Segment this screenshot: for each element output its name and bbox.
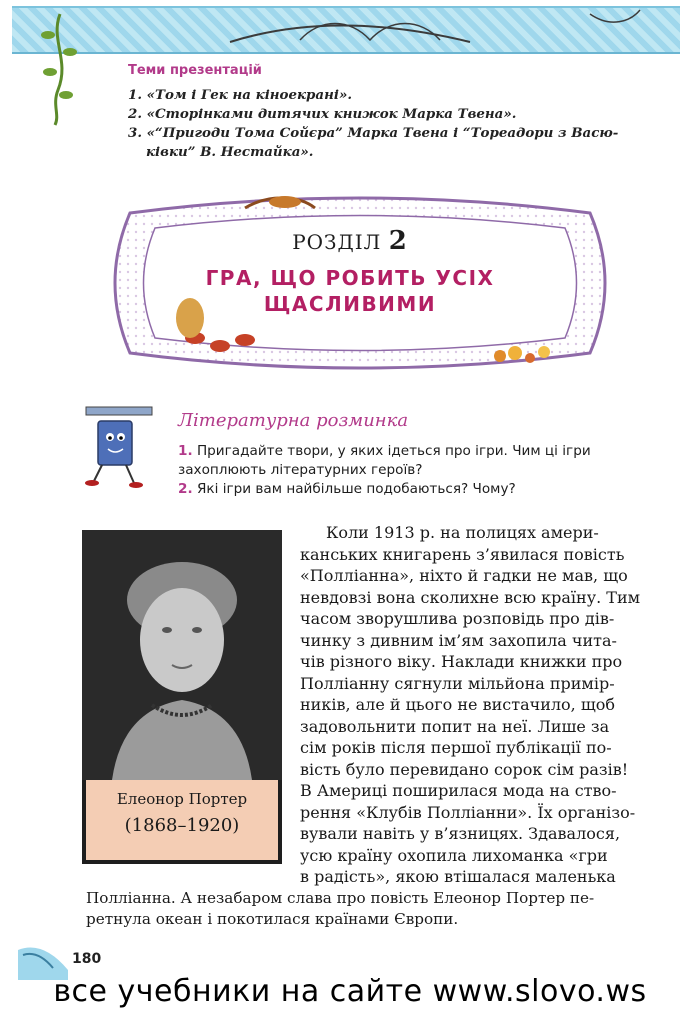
section-label xyxy=(0,226,700,256)
warmup-question xyxy=(178,462,422,478)
question-number: 2. xyxy=(178,481,193,497)
body-line: чів різного віку. Наклади книжки про xyxy=(300,652,623,671)
footer-watermark-text: все учебники на сайте www.slovo.ws xyxy=(53,974,647,1009)
portrait-photo-icon xyxy=(82,530,282,780)
topic-item: 3. «“Пригоди Тома Сойєра” Марка Твена і “Тореадори з Васю- xyxy=(128,125,619,141)
body-line: канських книгарень з’явилася повість xyxy=(300,544,625,564)
body-line: невдовзі вона сколихне всю країну. Тим xyxy=(300,587,641,607)
body-line: в радість», якою втішалася маленька xyxy=(300,867,616,886)
body-line: усю країну охопила лихоманка «гри xyxy=(300,845,608,865)
body-line: Коли 1913 р. на полицях амери- xyxy=(326,523,599,542)
topic-item: 1. «Том і Гек на кіноекрані». xyxy=(128,87,352,103)
body-line: вість було перевидано сорок сім разів! xyxy=(300,759,629,779)
warmup-question xyxy=(178,443,591,459)
body-line: В Америці поширилася мода на ство- xyxy=(300,781,617,800)
body-line: вували навіть у в’язницях. Здавалося, xyxy=(300,824,621,843)
body-line: рення «Клубів Полліанни». Їх організо- xyxy=(300,802,636,822)
warmup-question xyxy=(178,481,516,497)
section-title-line: ГРА, ЩО РОБИТЬ УСІХ xyxy=(205,266,495,290)
question-text: захоплюють літературних героїв? xyxy=(178,462,423,478)
question-text: Пригадайте твори, у яких ідеться про ігри. Чим ці ігри xyxy=(192,443,591,459)
question-number: 1. xyxy=(178,443,193,459)
body-line: задовольнити попит на неї. Лише за xyxy=(300,716,610,736)
body-line: часом зворушлива розповідь про дів- xyxy=(300,609,615,628)
body-line: сім років після першої публікації по- xyxy=(300,738,612,757)
warmup-title: Літературна розминка xyxy=(178,410,409,431)
body-line: Полліанна. А незабаром слава про повість Елеонор Портер пе- xyxy=(86,888,595,907)
section-word: РОЗДІЛ xyxy=(292,230,382,254)
topic-item: 2. «Сторінками дитячих книжок Марка Твена». xyxy=(128,106,517,122)
body-line: ретнула океан і покотилася країнами Європи. xyxy=(86,910,459,928)
author-name: Елеонор Портер xyxy=(116,790,248,808)
topic-item: ківки” В. Нестайка». xyxy=(146,144,314,160)
author-years: (1868–1920) xyxy=(124,815,240,836)
body-line: чинку з дивним ім’ям захопила чита- xyxy=(300,630,617,650)
section-number: 2 xyxy=(388,226,408,256)
book-mascot-icon xyxy=(80,405,160,495)
question-text: Які ігри вам найбільше подобаються? Чому? xyxy=(192,481,516,497)
body-line: ників, але й цього не вистачило, щоб xyxy=(300,695,615,714)
body-line: Полліанну сягнули мільйона примір- xyxy=(300,673,615,693)
page-number: 180 xyxy=(72,951,102,967)
topics-heading: Теми презентацій xyxy=(128,63,262,78)
section-title-line: ЩАСЛИВИМИ xyxy=(263,292,437,316)
body-line: «Полліанна», ніхто й гадки не мав, що xyxy=(300,566,628,585)
